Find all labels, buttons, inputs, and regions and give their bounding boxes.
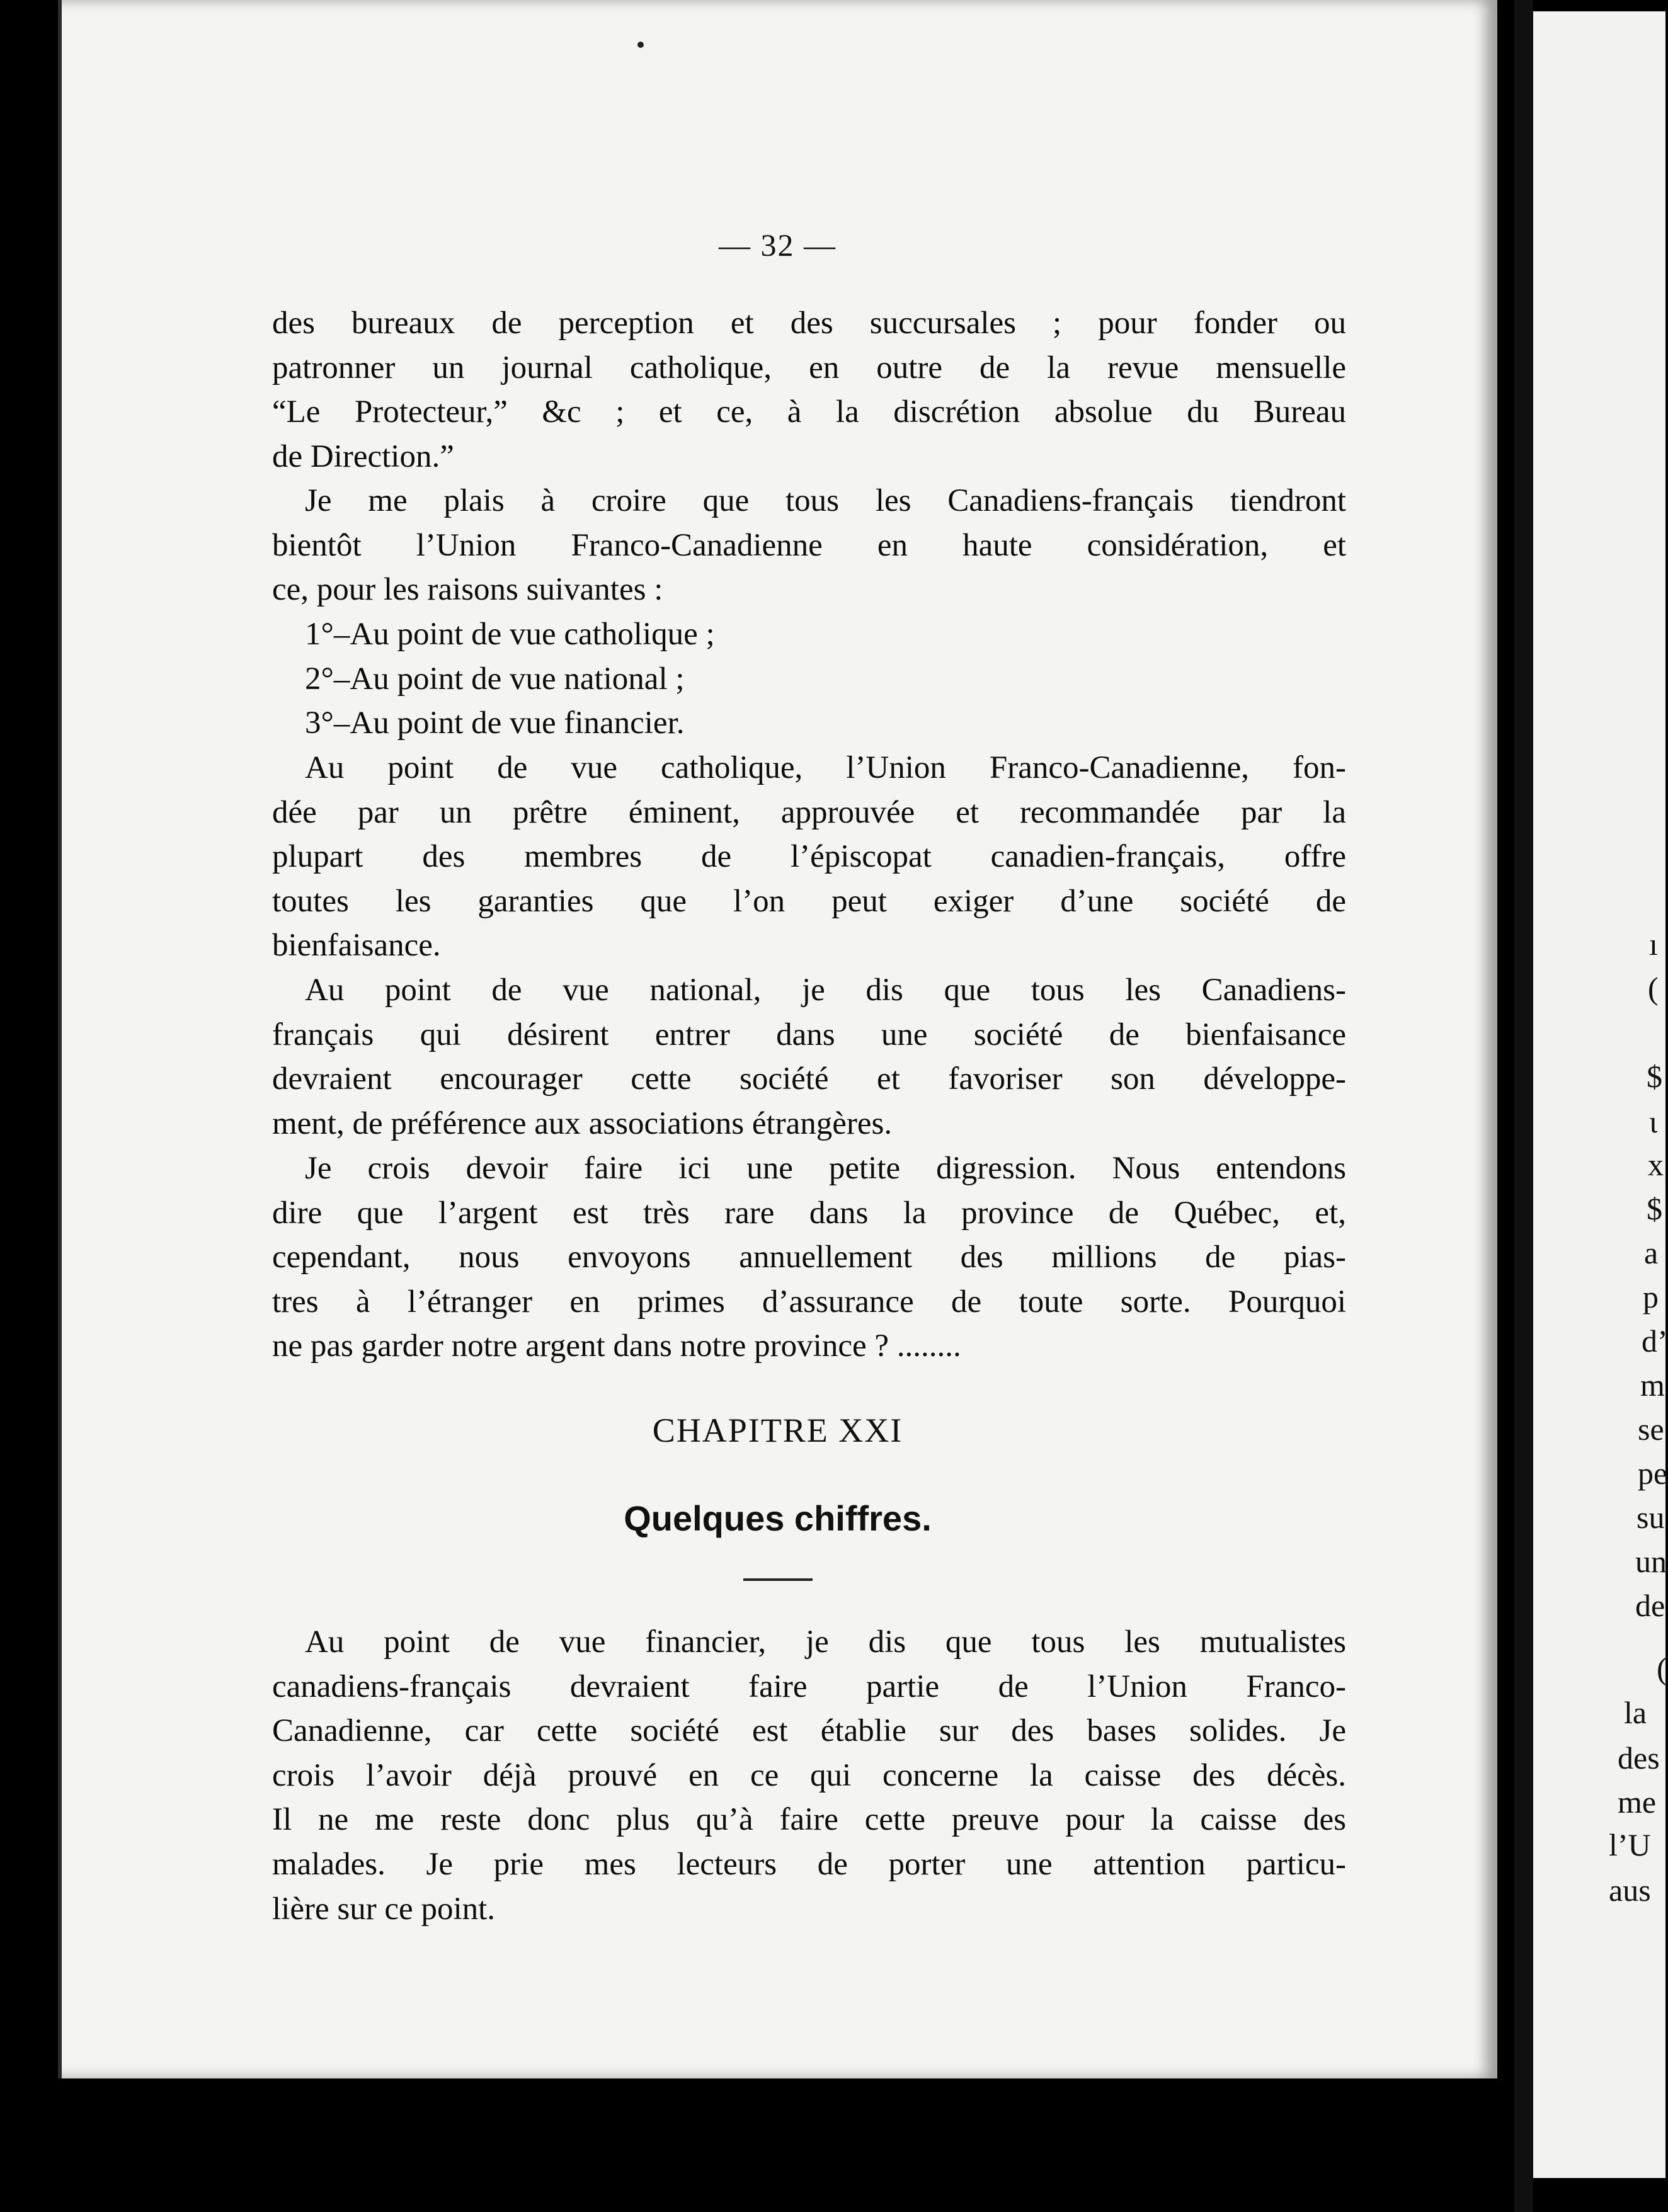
facing-fragment: l’U [1609,1827,1651,1862]
paragraph-digression [272,1146,1346,1369]
facing-fragment: la [1624,1695,1647,1730]
text-line: Canadienne, car cette société est établie sur des bases solides. Je [272,1713,1346,1749]
title-rule [743,1578,813,1581]
facing-fragment: des [1618,1740,1660,1776]
facing-fragment: ι [1649,1104,1658,1139]
text-line: Je crois devoir faire ici une petite digression. Nous entendons [305,1151,1346,1186]
chapter-title: Quelques chiffres. [624,1498,932,1538]
facing-fragment: su [1637,1500,1665,1535]
facing-fragment: pe [1638,1456,1668,1491]
paragraph-continuation [272,301,1346,479]
reasons-list [272,612,1346,746]
text-line: dire que l’argent est très rare dans la province de Québec, et, [272,1195,1346,1231]
facing-fragment: un [1635,1544,1667,1579]
facing-fragment: de [1635,1588,1665,1623]
paragraph-catholic [272,746,1346,968]
facing-fragment: $ [1647,1191,1662,1226]
facing-fragment: se [1638,1411,1664,1447]
text-line: toutes les garanties que l’on peut exiger d’une société de [272,883,1346,919]
facing-fragment: p [1643,1279,1659,1314]
list-item: 1°–Au point de vue catholique ; [305,617,715,652]
chapter-number: CHAPITRE XXI [652,1411,903,1449]
text-line: “Le Protecteur,” &c ; et ce, à la discrétion absolue du Bureau [272,394,1346,430]
gutter-shadow [1514,0,1533,2212]
facing-fragment: aus [1609,1873,1651,1908]
page-left-edge [58,0,62,2078]
text-line: patronner un journal catholique, en outre de la revue mensuelle [272,350,1346,385]
text-line: de Direction.” [272,438,454,474]
list-item: 3°–Au point de vue financier. [305,705,685,741]
facing-fragment: me [1618,1784,1657,1820]
text-line: Il ne me reste donc plus qu’à faire cette preuve pour la caisse des [272,1802,1346,1838]
facing-fragment: d’ [1642,1323,1668,1359]
text-line: bienfaisance. [272,928,441,964]
paragraph-reasons-intro [272,479,1346,612]
text-line: ne pas garder notre argent dans notre province ? ........ [272,1328,961,1364]
text-line: ment, de préférence aux associations étrangères. [272,1105,893,1141]
facing-fragment: a [1644,1235,1659,1270]
facing-fragment: x [1648,1147,1664,1182]
facing-fragment: $ [1647,1059,1662,1094]
text-line: malades. Je prie mes lecteurs de porter une attention particu- [272,1846,1346,1882]
facing-fragment: ( [1657,1651,1667,1686]
ink-speck [637,42,644,48]
list-item: 2°–Au point de vue national ; [305,661,685,697]
text-line: canadiens-français devraient faire partie de l’Union Franco- [272,1668,1346,1704]
facing-fragment: m [1640,1367,1665,1403]
text-line: ce, pour les raisons suivantes : [272,572,663,608]
text-line: lière sur ce point. [272,1891,496,1927]
text-line: Je me plais à croire que tous les Canadiens-français tiendront [305,483,1346,518]
text-line: tres à l’étranger en primes d’assurance de toute sorte. Pourquoi [272,1284,1346,1320]
text-line: bientôt l’Union Franco-Canadienne en haute considération, et [272,527,1346,563]
text-line: des bureaux de perception et des succursales ; pour fonder ou [272,305,1346,341]
text-line: dée par un prêtre éminent, approuvée et recommandée par la [272,794,1346,830]
book-page [58,0,1497,2078]
text-line: français qui désirent entrer dans une société de bienfaisance [272,1017,1346,1052]
text-line: crois l’avoir déjà prouvé en ce qui concerne la caisse des décès. [272,1757,1346,1793]
text-line: devraient encourager cette société et favoriser son développe- [272,1061,1346,1097]
facing-fragment: ( [1648,971,1659,1006]
text-line: cependant, nous envoyons annuellement des millions de pias- [272,1240,1346,1275]
text-line: plupart des membres de l’épiscopat canadien-français, offre [272,839,1346,875]
paragraph-national [272,968,1346,1146]
text-line: Au point de vue financier, je dis que tous les mutualistes [305,1624,1346,1660]
paragraph-financial [272,1620,1346,1931]
page-number: — 32 — [719,227,837,263]
text-line: Au point de vue catholique, l’Union Franco-Canadienne, fon- [305,750,1346,785]
facing-fragment: ı [1649,926,1658,962]
text-line: Au point de vue national, je dis que tous les Canadiens- [305,972,1346,1008]
